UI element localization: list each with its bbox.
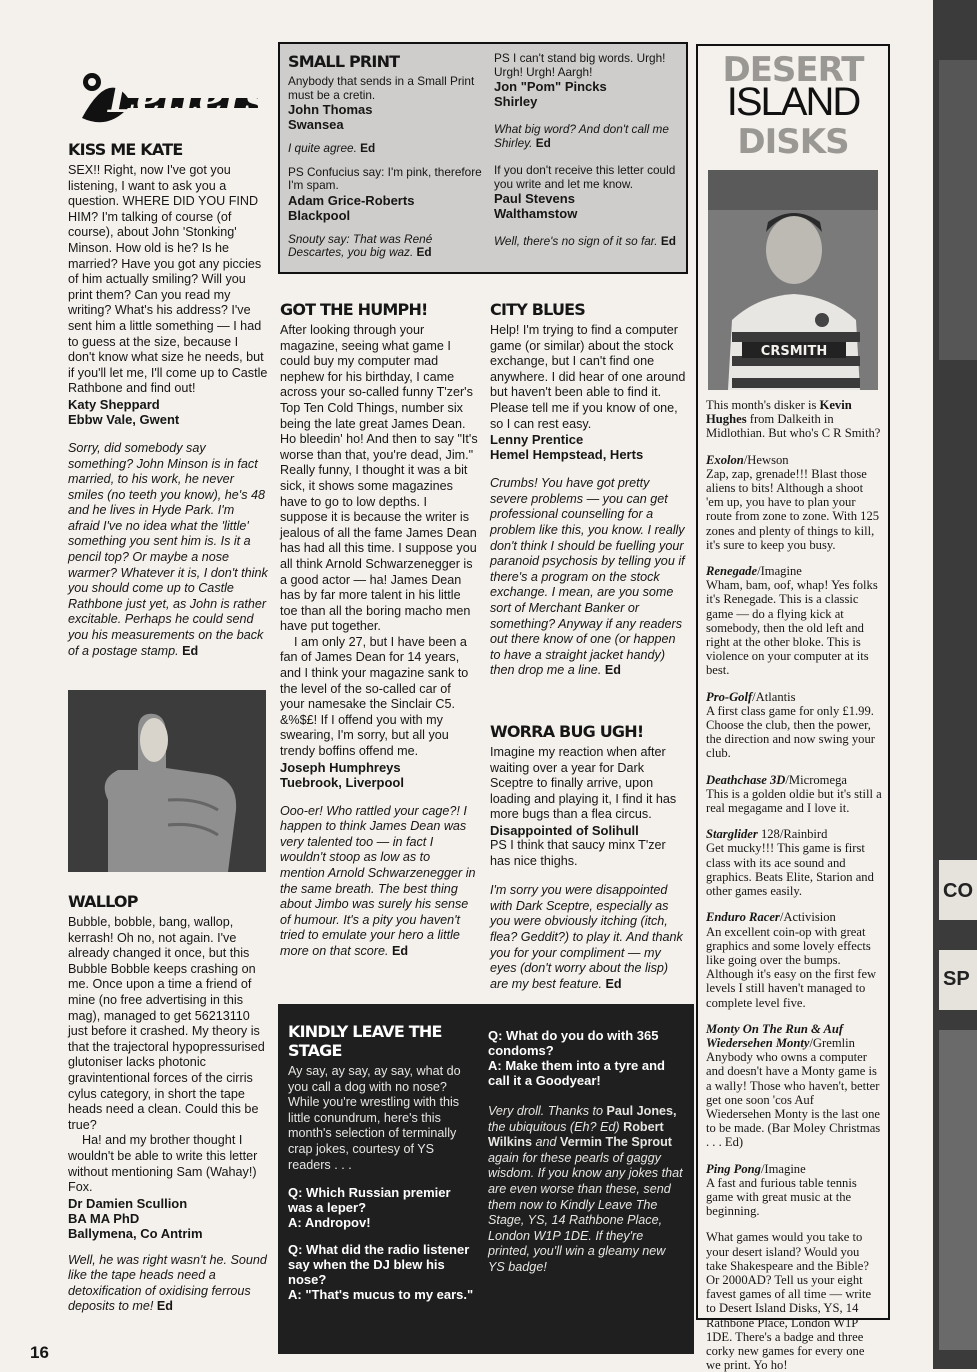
editor-reply: I'm sorry you were disappointed with Dark Sceptre, especially as you were obviously itching (itch, flea? Geddit?) to play it. And thank you for your compliment — my eyes (don't worry about the lisp) are my best feature. Ed bbox=[490, 883, 683, 991]
side-tab-bottom: SP bbox=[943, 968, 970, 990]
game-entry bbox=[706, 910, 882, 1009]
game-publisher: /Activision bbox=[779, 910, 836, 925]
editor-reply: I quite agree. Ed bbox=[288, 141, 376, 155]
joke-question: Q: What did the radio listener say when the DJ blew his nose? bbox=[288, 1242, 470, 1288]
letter-body: Imagine my reaction when after waiting over a year for Dark Sceptre to finally arrive, upon loading and playing it, I find it has more bugs than a flea circus. bbox=[490, 745, 677, 822]
signature-place: Walthamstow bbox=[494, 206, 578, 221]
signature-place: Blackpool bbox=[288, 207, 351, 223]
letters-logo bbox=[68, 60, 266, 132]
game-entry bbox=[706, 827, 882, 898]
heading: WORRA BUG UGH! bbox=[490, 722, 644, 741]
game-publisher: /Gremlin bbox=[809, 1035, 855, 1050]
letter-body: Anybody that sends in a Small Print must be a cretin. bbox=[288, 74, 475, 102]
letter-body: PS Confucius say: I'm pink, therefore I'm spam. bbox=[288, 164, 482, 192]
title-bottom: DISKS bbox=[737, 122, 849, 162]
game-publisher: /Imagine bbox=[757, 564, 802, 579]
heading: KISS ME KATE bbox=[68, 140, 183, 159]
letter-body: Bubble, bobble, bang, wallop, kerrash! Oh no, not again. I've already changed it once, but this Bubble Bobble keeps crashing on me. Once upon a time a friend of mine (no free advertising in this mag), managed to get 56213110 just before it crashed. My theory is that the trajectoral hypopressurised glutoniser lacks photonic gravintentional forces of the cirris cylus category, in short the tape heads need a clean. Could this be true? bbox=[68, 915, 265, 1132]
game-description: An excellent coin-op with great graphics and some lovely effects like going over the bumps. Although it's easy on the first few levels I still haven't managed to complete level five. bbox=[706, 924, 877, 1010]
outro: What games would you take to your desert island? Would you take Shakespeare and the Bible? Or 2000AD? Tell us your eight favest games of all time — write to Desert Island Disks, YS, 14 Rathbone Place, London W1P 1DE. There's a badge and three corky new games for every one we print. Yo ho! bbox=[706, 1230, 872, 1372]
editor-reply: Sorry, did somebody say something? John Minson is in fact married, to his work, he never smiles (no teeth you know), he's 48 and he lives in Hyde Park. I'm afraid I've no idea what the 'little' something you sent him is. Is it a pencil top? Or maybe a nose warmer? Whatever it is, I don't think you should come up to Castle Rathbone just yet, as John is rather excitable. Perhaps he could send you his measurements on the back of a postage stamp. Ed bbox=[68, 440, 268, 658]
game-publisher: /Hewson bbox=[743, 452, 789, 467]
game-description: This is a golden oldie but it's still a real megagame and I love it. bbox=[706, 786, 882, 816]
game-title: Deathchase 3D bbox=[706, 772, 786, 787]
heading: KINDLY LEAVE THE STAGE bbox=[288, 1022, 442, 1060]
joke-answer: A: Make them into a tyre and call it a Goodyear! bbox=[488, 1058, 665, 1088]
game-description: Get mucky!!! This game is first class with its ace sound and graphics. Beats Elite, Starion and other games easily. bbox=[706, 841, 874, 899]
intro: This month's disker is Kevin Hughes from Dalkeith in Midlothian. But who's C R Smith? bbox=[706, 398, 881, 441]
signature-place: Hemel Hempstead, Herts bbox=[490, 447, 644, 463]
signature-place: Tuebrook, Liverpool bbox=[280, 774, 404, 790]
heading: GOT THE HUMPH! bbox=[280, 300, 428, 319]
game-entry bbox=[706, 453, 882, 552]
letter-body-2: Ha! and my brother thought I wouldn't be able to write this letter without mentioning Sam (Wahay!) Fox. bbox=[68, 1133, 258, 1195]
heading: CITY BLUES bbox=[490, 300, 586, 319]
adjacent-page-edge bbox=[933, 0, 977, 1369]
letter-body: After looking through your magazine, seeing what game I could buy my computer mad nephew for his birthday, I came across your so-called funny T'zer's Top Ten Cold Things, number six being the late great James Dean. Ho bleedin' ho! And then to say "It's worse than that, you're dead, Jim." Really funny, I thought it was a bit sick, it shows some magazines have to go to low depths. I suppose it is because the writer is jealous of all the fame James Dean has had all this time. I suppose you all think Arnold Schwarzenegger is a good actor — ha! James Dean has by far more talent in his little toe than all the boring macho men have put together. bbox=[280, 323, 478, 634]
desert-island-text bbox=[706, 398, 882, 1372]
title-top: DESERT bbox=[722, 50, 864, 90]
signature-name: Lenny Prentice bbox=[490, 432, 584, 448]
joke-question: Q: What do you do with 365 condoms? bbox=[488, 1028, 659, 1058]
game-title: Ping Pong bbox=[706, 1161, 761, 1176]
letter-got-the-humph bbox=[280, 300, 478, 960]
small-print-box bbox=[278, 42, 688, 274]
game-publisher: /Atlantis bbox=[752, 689, 796, 704]
game-title: Exolon bbox=[706, 452, 744, 467]
joke-answer: A: Andropov! bbox=[288, 1215, 371, 1231]
editor-reply: Snouty say: That was René Descartes, you big waz. Ed bbox=[288, 231, 433, 259]
svg-text:Letters: Letters bbox=[108, 75, 266, 122]
joke-answer: A: "That's mucus to my ears." bbox=[288, 1287, 474, 1303]
editor-reply: Well, there's no sign of it so far. Ed bbox=[494, 234, 676, 248]
title-mid: ISLAND bbox=[726, 80, 860, 124]
letter-wallop bbox=[68, 892, 268, 1315]
intro: Ay say, ay say, ay say, what do you call a dog with no nose? While you're wrestling with this little conundrum, here's this month's selection of terminally crap jokes, courtesy of YS readers . . . bbox=[288, 1064, 461, 1172]
editor-reply: What big word? And don't call me Shirley. Ed bbox=[494, 122, 669, 150]
signature-place: Ballymena, Co Antrim bbox=[68, 1225, 203, 1241]
game-publisher: /Micromega bbox=[785, 772, 847, 787]
game-list bbox=[706, 453, 882, 1219]
game-entry bbox=[706, 564, 882, 678]
game-title: Starglider bbox=[706, 827, 758, 842]
letter-kiss-me-kate bbox=[68, 140, 268, 659]
letter-body: Help! I'm trying to find a computer game (or similar) about the stock exchange, but I can't find one anywhere. I did hear of one around but haven't been able to find it. Please tell me if you know of one, so I can rest easy. bbox=[490, 323, 686, 431]
game-description: A first class game for only £1.99. Choose the club, then the power, the direction and now swing your club. bbox=[706, 703, 875, 761]
desert-island-title bbox=[708, 50, 878, 162]
game-description: Wham, bam, oof, whap! Yes folks it's Renegade. This is a classic game — do a flying kick at somebody, then the old left and right at the other bloke. This is violence on your computer at its best. bbox=[706, 578, 878, 678]
signature-name: Dr Damien Scullion bbox=[68, 1195, 188, 1211]
outro: Very droll. Thanks to Paul Jones, the ubiquitous (Eh? Ed) Robert Wilkins and Vermin The Sprout again for these pearls of gaggy wisdom. If you know any jokes that are even worse than these, send them now to Kindly Leave The Stage, YS, 14 Rathbone Place, London W1P 1DE. If they're printed, you'll win a gleamy new YS badge! bbox=[488, 1104, 683, 1274]
game-entry bbox=[706, 773, 882, 816]
game-title: Monty On The Run & Auf Wiedersehen Monty bbox=[706, 1021, 844, 1050]
signature-name: Joseph Humphreys bbox=[280, 759, 401, 775]
letter-worra-bug bbox=[490, 722, 686, 992]
game-description: A fast and furious table tennis game with great music at the beginning. bbox=[706, 1175, 857, 1219]
page-number: 16 bbox=[30, 1343, 49, 1362]
signature-place: Shirley bbox=[494, 94, 538, 109]
letter-body: PS I can't stand big words. Urgh! Urgh! Urgh! Aargh! bbox=[494, 51, 666, 79]
game-publisher: 128/Rainbird bbox=[757, 827, 828, 842]
letter-body: If you don't receive this letter could you write and let me know. bbox=[494, 163, 676, 191]
signature-name: Adam Grice-Roberts bbox=[288, 192, 415, 208]
heading: SMALL PRINT bbox=[288, 52, 400, 71]
signature-place: Swansea bbox=[288, 117, 344, 132]
signature-name: John Thomas bbox=[288, 102, 373, 117]
game-entry bbox=[706, 1162, 882, 1219]
svg-text:CRSMITH: CRSMITH bbox=[760, 344, 828, 359]
game-title: Pro-Golf bbox=[706, 689, 753, 704]
game-title: Enduro Racer bbox=[706, 910, 780, 925]
editor-reply: Well, he was right wasn't he. Sound like the tape heads need a detoxification of oxidising ferrous deposits to me! Ed bbox=[68, 1252, 267, 1314]
kindly-leave-the-stage-box bbox=[278, 1004, 694, 1354]
signature-name: Paul Stevens bbox=[494, 191, 575, 206]
desert-island-disks-box bbox=[696, 44, 890, 1372]
game-entry bbox=[706, 1022, 882, 1150]
signature: Disappointed of Solihull bbox=[490, 822, 639, 838]
thumbs-up-photo bbox=[68, 690, 266, 872]
signature-place: Ebbw Vale, Gwent bbox=[68, 411, 180, 427]
signature-name: Jon "Pom" Pincks bbox=[494, 79, 607, 94]
editor-reply: Crumbs! You have got pretty severe problems — you can get professional counselling for a problem like this, you know. I really don't think I should be fuelling your paranoid psychosis by telling you if there's a program on the stock exchange. I mean, are you some sort of Merchant Banker or something? Anyway if any readers out there know of one (or happen to have a straight jacket handy) then drop me a line. Ed bbox=[490, 476, 685, 678]
joke-question: Q: Which Russian premier was a leper? bbox=[288, 1185, 451, 1216]
disker-photo bbox=[708, 170, 878, 390]
signature-degree: BA MA PhD bbox=[68, 1210, 140, 1226]
signature-name: Katy Sheppard bbox=[68, 396, 160, 412]
game-entry bbox=[706, 690, 882, 761]
editor-reply: Ooo-er! Who rattled your cage?! I happen to think James Dean was very talented too — in fact I wouldn't stoop as low as to mention Arnold Schwarzenegger in the same breath. The best thing about Jimbo was surely his sense of humour. It's a pity you haven't tried to emulate your hero a little more on that score. Ed bbox=[280, 803, 476, 958]
letter-city-blues bbox=[490, 300, 686, 679]
game-description: Anybody who owns a computer and doesn't have a Monty game is a wally! Those who haven't, better get one soon 'cos Auf Wiedersehen Monty is the last one to be made. (Bar Moley Christmas . . . Ed) bbox=[706, 1050, 881, 1150]
game-publisher: /Imagine bbox=[760, 1161, 806, 1176]
game-description: Zap, zap, grenade!!! Blast those aliens to bits! Although a shoot 'em up, you have to plan your route from zone to zone. With 125 zones and plenty of things to kill, it's sure to keep you busy. bbox=[706, 466, 880, 552]
letter-body: SEX!! Right, now I've got you listening, I want to ask you a question. WHERE DID YOU FIND HIM? I'm talking of course (of course), about John 'Stonking' Minson. How old is he? Is he married? Have you got any piccies of him actually smiling? Will you print them? Can you read my writing? What's his address? I've sent him a little something — I had to guess at the size, because I don't know what size he needs, but if you'll let me, I'll come up to Castle Rathbone and find out! bbox=[68, 163, 268, 396]
game-title: Renegade bbox=[706, 564, 758, 579]
letter-ps: PS I think that saucy minx T'zer has nice thighs. bbox=[490, 837, 666, 868]
letter-body-2: I am only 27, but I have been a fan of James Dean for 14 years, and I think your magazine sank to the level of the so-called car of your namesake the Sinclair C5. &%$£! If I offend you with my swearing, I'm sorry, but all you trendy boffins offend me. bbox=[280, 634, 469, 759]
side-tab-top: CO bbox=[943, 880, 973, 902]
heading: WALLOP bbox=[68, 892, 138, 911]
